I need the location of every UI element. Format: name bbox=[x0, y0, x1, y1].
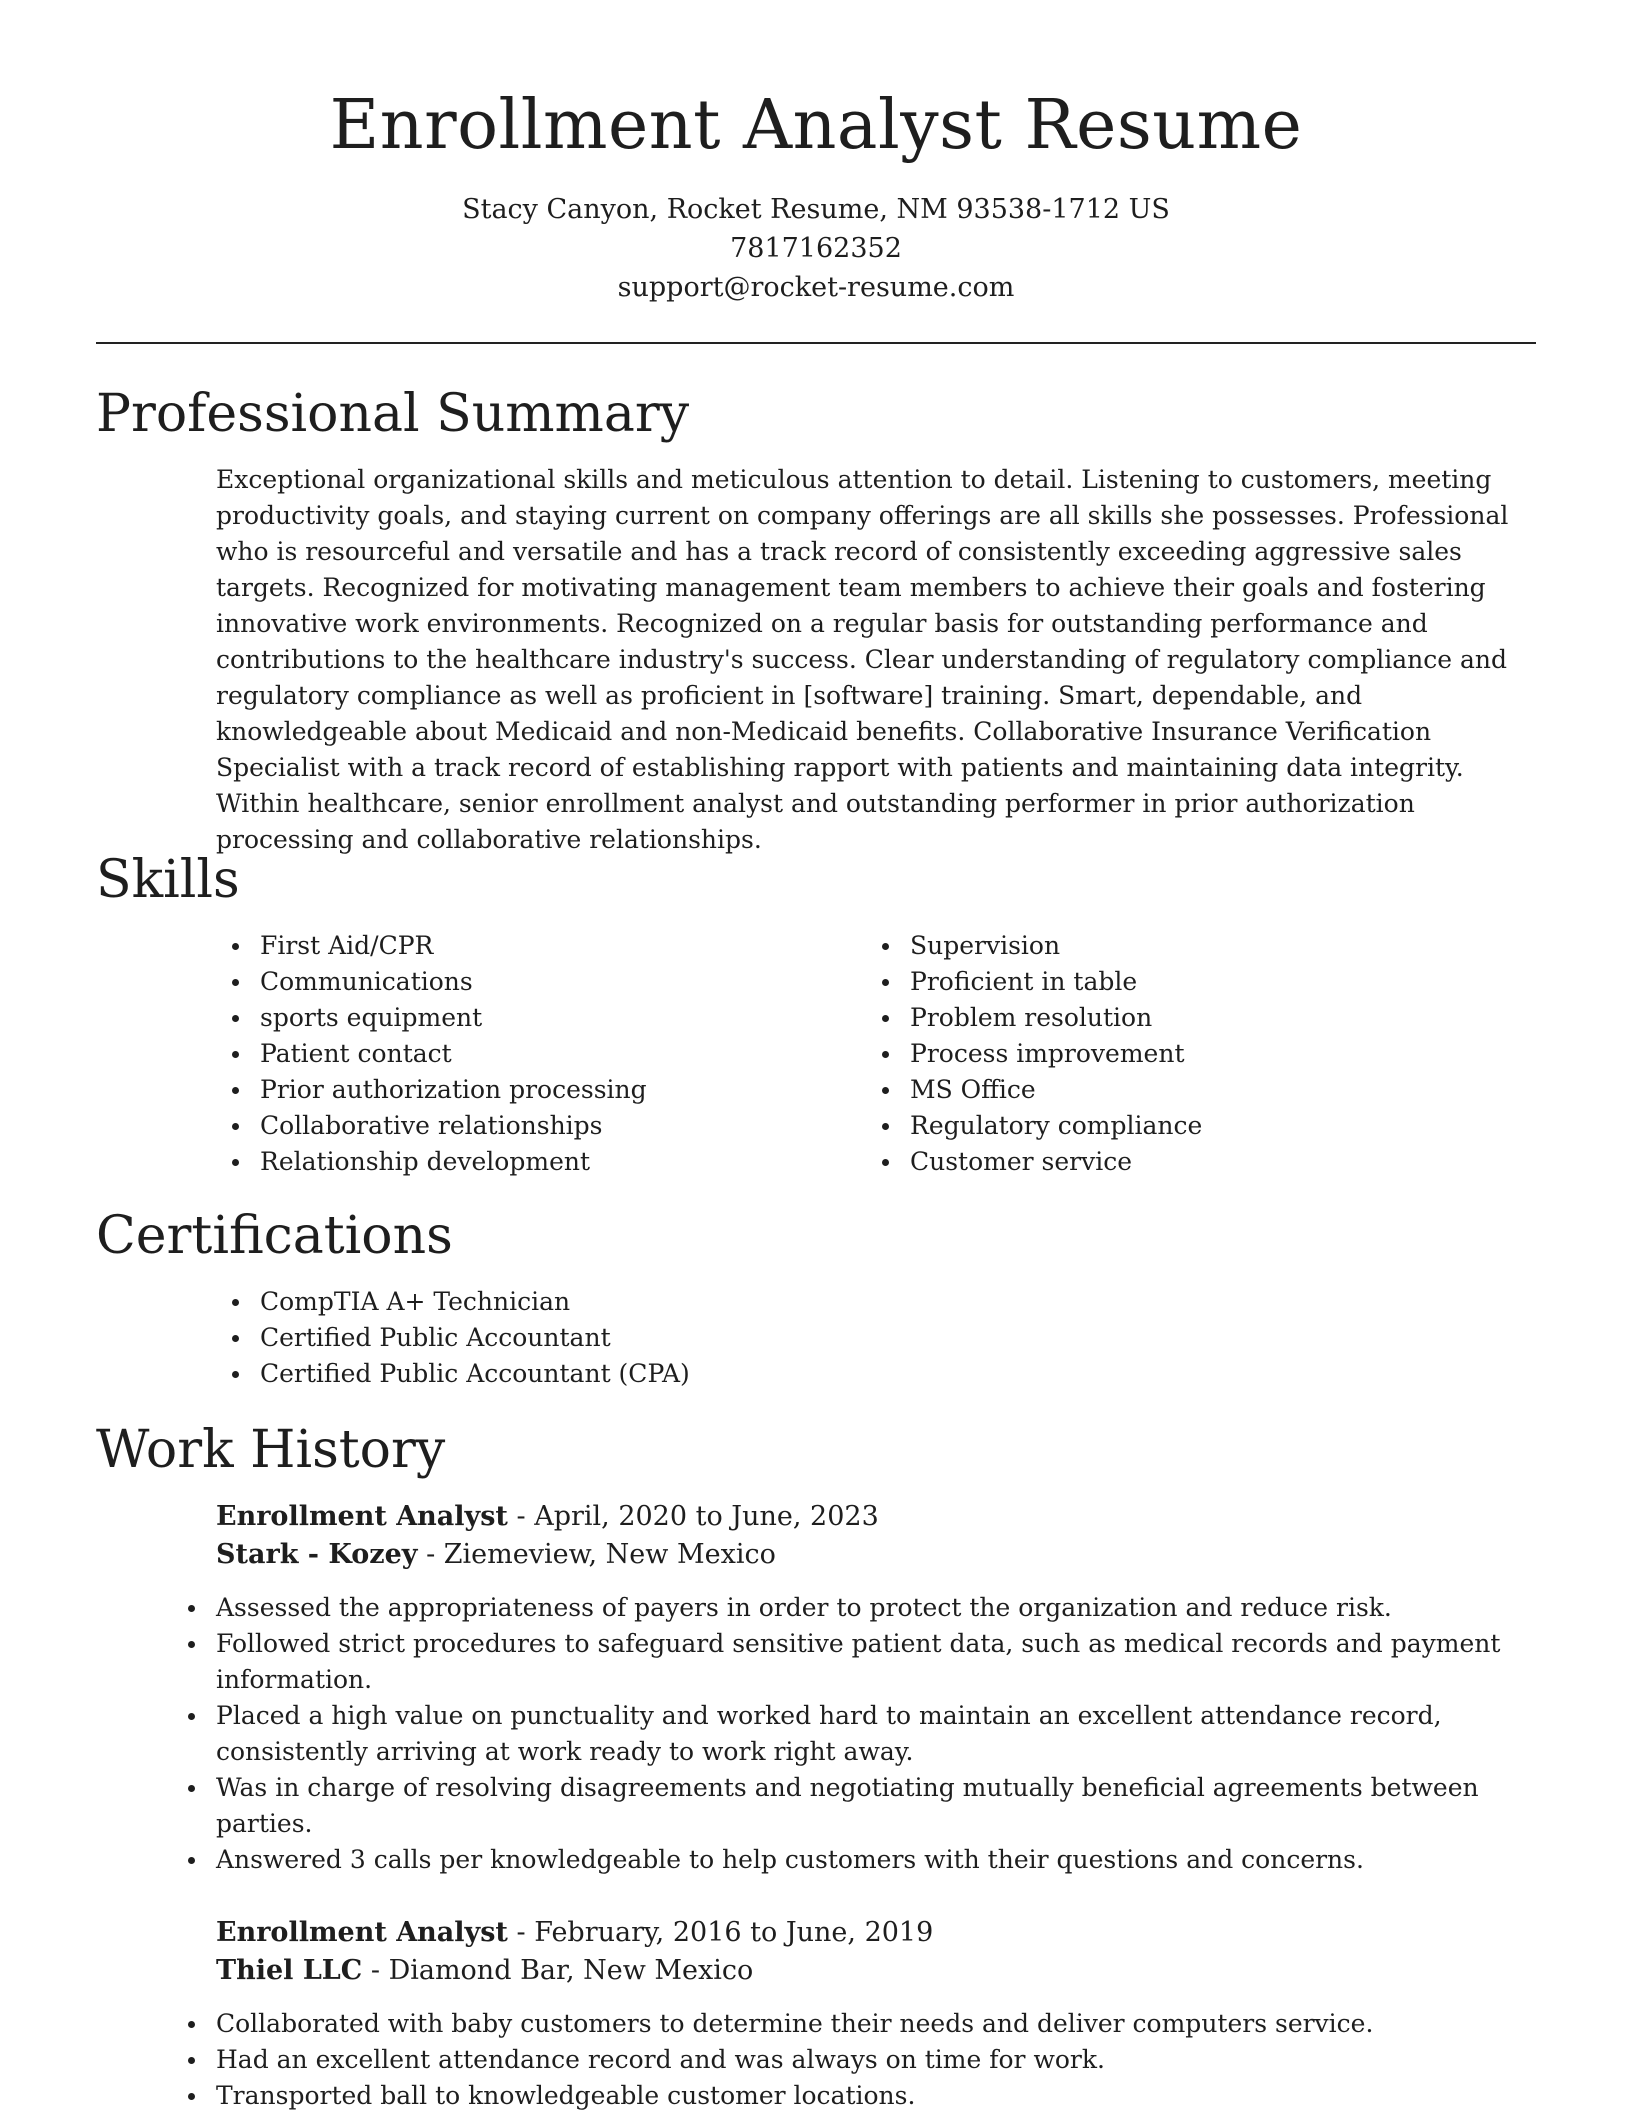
job-bullet: Answered 3 calls per knowledgeable to help customers with their questions and concerns. bbox=[172, 1842, 1536, 1878]
skill-item: Relationship development bbox=[216, 1144, 836, 1180]
skill-item: Prior authorization processing bbox=[216, 1072, 836, 1108]
resume-header bbox=[0, 0, 1632, 307]
email-text: support@rocket-resume.com bbox=[617, 272, 1015, 303]
job-dates: - February, 2016 to June, 2019 bbox=[507, 1917, 934, 1948]
job-bullet: Collaborated with baby customers to determine their needs and deliver computers service. bbox=[172, 2006, 1536, 2042]
skills-list-right bbox=[866, 928, 1486, 1180]
job-bullet: Was in charge of resolving disagreements and negotiating mutually beneficial agreements between parties. bbox=[172, 1770, 1536, 1842]
job-bullets bbox=[172, 2006, 1536, 2114]
skill-item: Communications bbox=[216, 964, 836, 1000]
certification-item: Certified Public Accountant (CPA) bbox=[216, 1356, 1536, 1392]
phone-text: 7817162352 bbox=[730, 233, 902, 264]
job-title-line bbox=[216, 1914, 1536, 1952]
certification-item: CompTIA A+ Technician bbox=[216, 1284, 1536, 1320]
job-company-line bbox=[216, 1536, 1536, 1574]
job-bullet: Placed a high value on punctuality and worked hard to maintain an excellent attendance record, consistently arriving at work ready to work right away. bbox=[172, 1698, 1536, 1770]
job-title: Enrollment Analyst bbox=[216, 1501, 508, 1532]
contact-info bbox=[0, 190, 1632, 307]
address-text: Stacy Canyon, Rocket Resume, NM 93538-1712 US bbox=[462, 194, 1170, 225]
skill-item: MS Office bbox=[866, 1072, 1486, 1108]
job-bullet: Followed strict procedures to safeguard sensitive patient data, such as medical records and payment information. bbox=[172, 1626, 1536, 1698]
skill-item: Problem resolution bbox=[866, 1000, 1486, 1036]
skill-item: Proficient in table bbox=[866, 964, 1486, 1000]
job-company: Stark - Kozey bbox=[216, 1539, 418, 1570]
skill-item: Collaborative relationships bbox=[216, 1108, 836, 1144]
job-title: Enrollment Analyst bbox=[216, 1917, 508, 1948]
job-dates: - April, 2020 to June, 2023 bbox=[507, 1501, 879, 1532]
job-bullet: Transported ball to knowledgeable customer locations. bbox=[172, 2078, 1536, 2114]
job-location: - Diamond Bar, New Mexico bbox=[362, 1955, 754, 1986]
certifications-heading: Certifications bbox=[96, 1206, 453, 1266]
skill-item: sports equipment bbox=[216, 1000, 836, 1036]
certification-item: Certified Public Accountant bbox=[216, 1320, 1536, 1356]
job-bullets bbox=[172, 1590, 1536, 1878]
job-title-line bbox=[216, 1498, 1536, 1536]
skills-list-left bbox=[216, 928, 836, 1180]
summary-text: Exceptional organizational skills and meticulous attention to detail. Listening to customers, meeting productivity goals, and staying current on company offerings are all skills she possesses. Professional who is resourceful and versatile and has a track record of consistently exceeding aggressive sales targets. Recognized for motivating management team members to achieve their goals and fostering innovative work environments. Recognized on a regular basis for outstanding performance and contributions to the healthcare industry's success. Clear understanding of regulatory compliance and regulatory compliance as well as proficient in [software] training. Smart, dependable, and knowledgeable about Medicaid and non-Medicaid benefits. Collaborative Insurance Verification Specialist with a track record of establishing rapport with patients and maintaining data integrity. Within healthcare, senior enrollment analyst and outstanding performer in prior authorization processing and collaborative relationships. bbox=[216, 465, 1509, 854]
skill-item: Process improvement bbox=[866, 1036, 1486, 1072]
job-bullet: Had an excellent attendance record and was always on time for work. bbox=[172, 2042, 1536, 2078]
certifications-list bbox=[216, 1284, 1536, 1392]
skill-item: Regulatory compliance bbox=[866, 1108, 1486, 1144]
skills-heading: Skills bbox=[96, 850, 240, 910]
page-title: Enrollment Analyst Resume bbox=[329, 86, 1303, 165]
skill-item: Supervision bbox=[866, 928, 1486, 964]
skill-item: First Aid/CPR bbox=[216, 928, 836, 964]
job-location: - Ziemeview, New Mexico bbox=[417, 1539, 776, 1570]
summary-heading: Professional Summary bbox=[96, 384, 690, 444]
job-entry bbox=[216, 1498, 1536, 1878]
job-bullet: Assessed the appropriateness of payers in order to protect the organization and reduce risk. bbox=[172, 1590, 1536, 1626]
job-entry bbox=[216, 1914, 1536, 2114]
header-divider bbox=[96, 342, 1536, 344]
job-company: Thiel LLC bbox=[216, 1955, 363, 1986]
skill-item: Customer service bbox=[866, 1144, 1486, 1180]
work-history-heading: Work History bbox=[96, 1420, 446, 1480]
job-company-line bbox=[216, 1952, 1536, 1990]
skill-item: Patient contact bbox=[216, 1036, 836, 1072]
